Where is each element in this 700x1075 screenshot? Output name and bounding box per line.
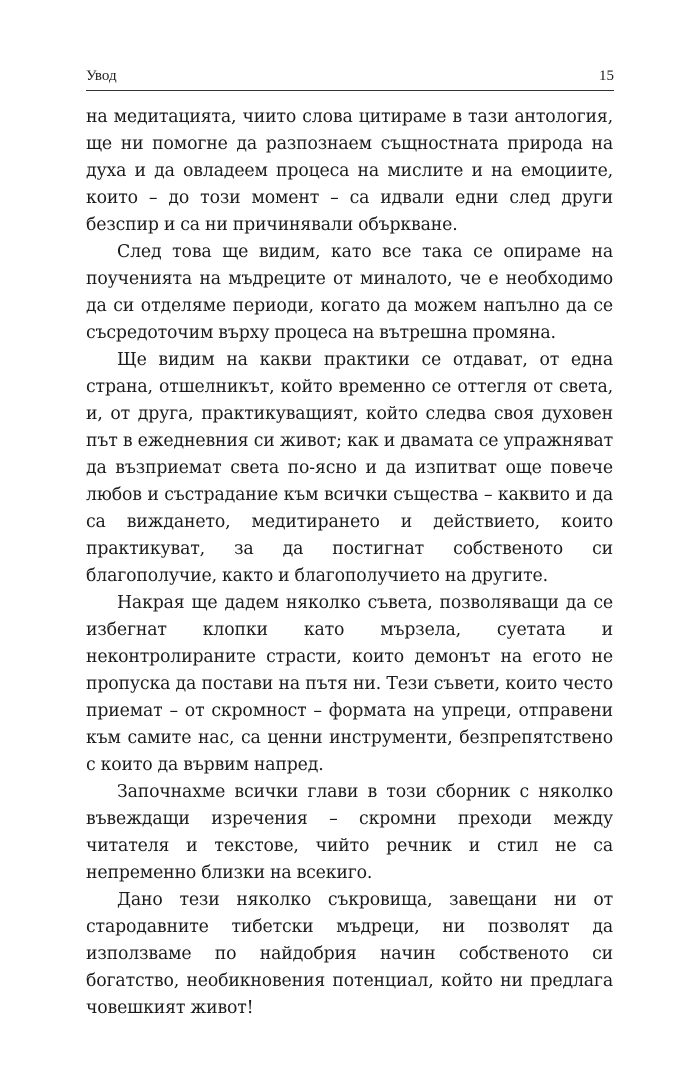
page-number: 15	[599, 68, 614, 84]
chapter-title: Увод	[86, 68, 117, 84]
running-head	[86, 60, 614, 91]
paragraph: Ще видим на какви практики се отдават, от една страна, отшелникът, който временно се оттегля от света, и, от друга, практикуващият, който следва своя духовен път в ежедневния си живот; как и двамата се упражняват да възприемат света по-ясно и да изпитват още повече любов и състрадание към всички същества – каквито и да са виждането, медитирането и действието, които практикуват, за да постигнат собственото си благополучие, както и благополучието на другите.	[86, 350, 613, 586]
paragraph: Дано тези няколко съкровища, завещани ни от стародавните тибетски мъдреци, ни позволят да използваме по найдобрия начин собственото си богатство, необикновения потенциал, който ни предлага човешкият живот!	[86, 890, 613, 1018]
body-text	[86, 104, 613, 1022]
paragraph: Накрая ще дадем няколко съвета, позволяващи да се избегнат клопки като мързела, суетата и неконтролираните страсти, които демонът на егото не пропуска да постави на пътя ни. Тези съвети, които често приемат – от скромност – формата на упреци, отправени към самите нас, са ценни инструменти, безпрепятствено с които да вървим напред.	[86, 593, 613, 775]
paragraph: Започнахме всички глави в този сборник с няколко въвеждащи изречения – скромни преходи между читателя и текстове, чийто речник и стил не са непременно близки на всекиго.	[86, 782, 613, 883]
paragraph: След това ще видим, като все така се опираме на поученията на мъдреците от миналото, че е необходимо да си отделяме периоди, когато да можем напълно да се съсредоточим върху процеса на вътрешна промяна.	[86, 242, 613, 343]
paragraph: на медитацията, чиито слова цитираме в тази антология, ще ни помогне да разпознаем същностната природа на духа и да овладеем процеса на мислите и на емоциите, които – до този момент – са идвали едни след други безспир и са ни причинявали объркване.	[86, 107, 613, 235]
